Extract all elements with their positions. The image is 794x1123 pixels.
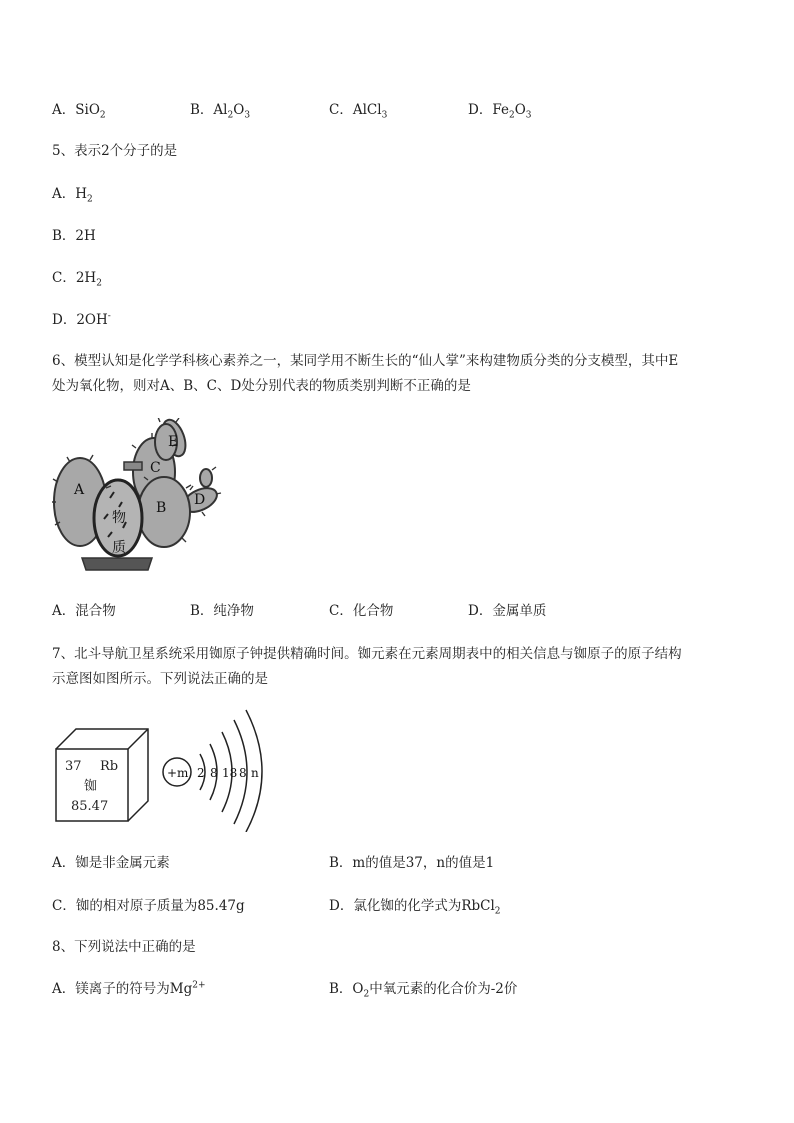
option-label: A． bbox=[52, 102, 76, 118]
q8-option-a: A．镁离子的符号为$Mg^{2+}$ bbox=[52, 980, 206, 997]
element-number: 37 bbox=[65, 759, 82, 774]
shell-3-electrons: 18 bbox=[222, 766, 238, 780]
element-symbol: Rb bbox=[100, 759, 119, 774]
trunk-label-2: 质 bbox=[112, 540, 126, 556]
q6-option-a: A．混合物 bbox=[52, 603, 116, 619]
q5-option-d: D．2OH- bbox=[52, 311, 111, 328]
stub bbox=[124, 462, 142, 470]
q5-option-c: C．$2H_2$ bbox=[52, 270, 102, 289]
q4-option-c: C．AlCl$_3$ bbox=[329, 102, 388, 121]
q7-stem-line2: 示意图如图所示。下列说法正确的是 bbox=[52, 671, 268, 687]
q6-stem-line2: 处为氧化物，则对A、B、C、D处分别代表的物质类别判断不正确的是 bbox=[52, 378, 471, 394]
q5-option-b: B．2H bbox=[52, 228, 96, 244]
figure-label-c: C bbox=[150, 460, 161, 476]
element-cube bbox=[54, 727, 150, 823]
option-label: B． bbox=[190, 102, 214, 118]
q6-option-b: B．纯净物 bbox=[190, 603, 254, 619]
q4-option-a: A．SiO$_2$ bbox=[52, 102, 106, 121]
q6-option-c: C．化合物 bbox=[329, 603, 394, 619]
shell-4-electrons: 8 bbox=[239, 766, 247, 780]
figure-label-a: A bbox=[74, 482, 85, 498]
shell-5-electrons: n bbox=[251, 766, 259, 780]
shell-2-electrons: 8 bbox=[210, 766, 218, 780]
q8-option-b: B．$O_2$中氧元素的化合价为-2价 bbox=[329, 981, 518, 1000]
figure-label-b: B bbox=[156, 500, 167, 516]
element-name: 铷 bbox=[84, 779, 98, 794]
option-label: C． bbox=[329, 102, 353, 118]
q8-stem: 8、下列说法中正确的是 bbox=[52, 939, 196, 955]
q6-option-d: D．金属单质 bbox=[468, 603, 547, 619]
element-mass: 85.47 bbox=[71, 799, 109, 814]
q7-option-a: A．铷是非金属元素 bbox=[52, 855, 170, 871]
shell-1-electrons: 2 bbox=[197, 766, 205, 780]
q7-stem-line1: 7、北斗导航卫星系统采用铷原子钟提供精确时间。铷元素在元素周期表中的相关信息与铷原子的原子结构 bbox=[52, 646, 682, 662]
figure-label-e: E bbox=[168, 434, 179, 450]
pot-base bbox=[82, 558, 152, 570]
q5-option-a: A．$H_2$ bbox=[52, 186, 93, 205]
pad-d-bud bbox=[200, 469, 212, 487]
q6-stem-line1: 6、模型认知是化学学科核心素养之一，某同学用不断生长的“仙人掌”来构建物质分类的分支模型，其中E bbox=[52, 353, 679, 369]
option-label: D． bbox=[468, 102, 493, 118]
figure-label-d: D bbox=[194, 492, 206, 508]
q5-stem: 5、表示2个分子的是 bbox=[52, 143, 178, 159]
q4-option-b: B．$Al_2O_3$ bbox=[190, 102, 251, 121]
nucleus-charge: +m bbox=[167, 766, 189, 780]
cactus-figure bbox=[52, 418, 242, 578]
q7-option-b: B．m的值是37，n的值是1 bbox=[329, 855, 495, 871]
q7-option-c: C．铷的相对原子质量为85.47g bbox=[52, 898, 245, 914]
trunk-label-1: 物 bbox=[112, 510, 126, 526]
atomic-structure-diagram bbox=[160, 706, 270, 832]
q4-option-d: D．$Fe_2O_3$ bbox=[468, 102, 532, 121]
q7-option-d: D．氯化铷的化学式为RbCl$_2$ bbox=[329, 898, 501, 917]
